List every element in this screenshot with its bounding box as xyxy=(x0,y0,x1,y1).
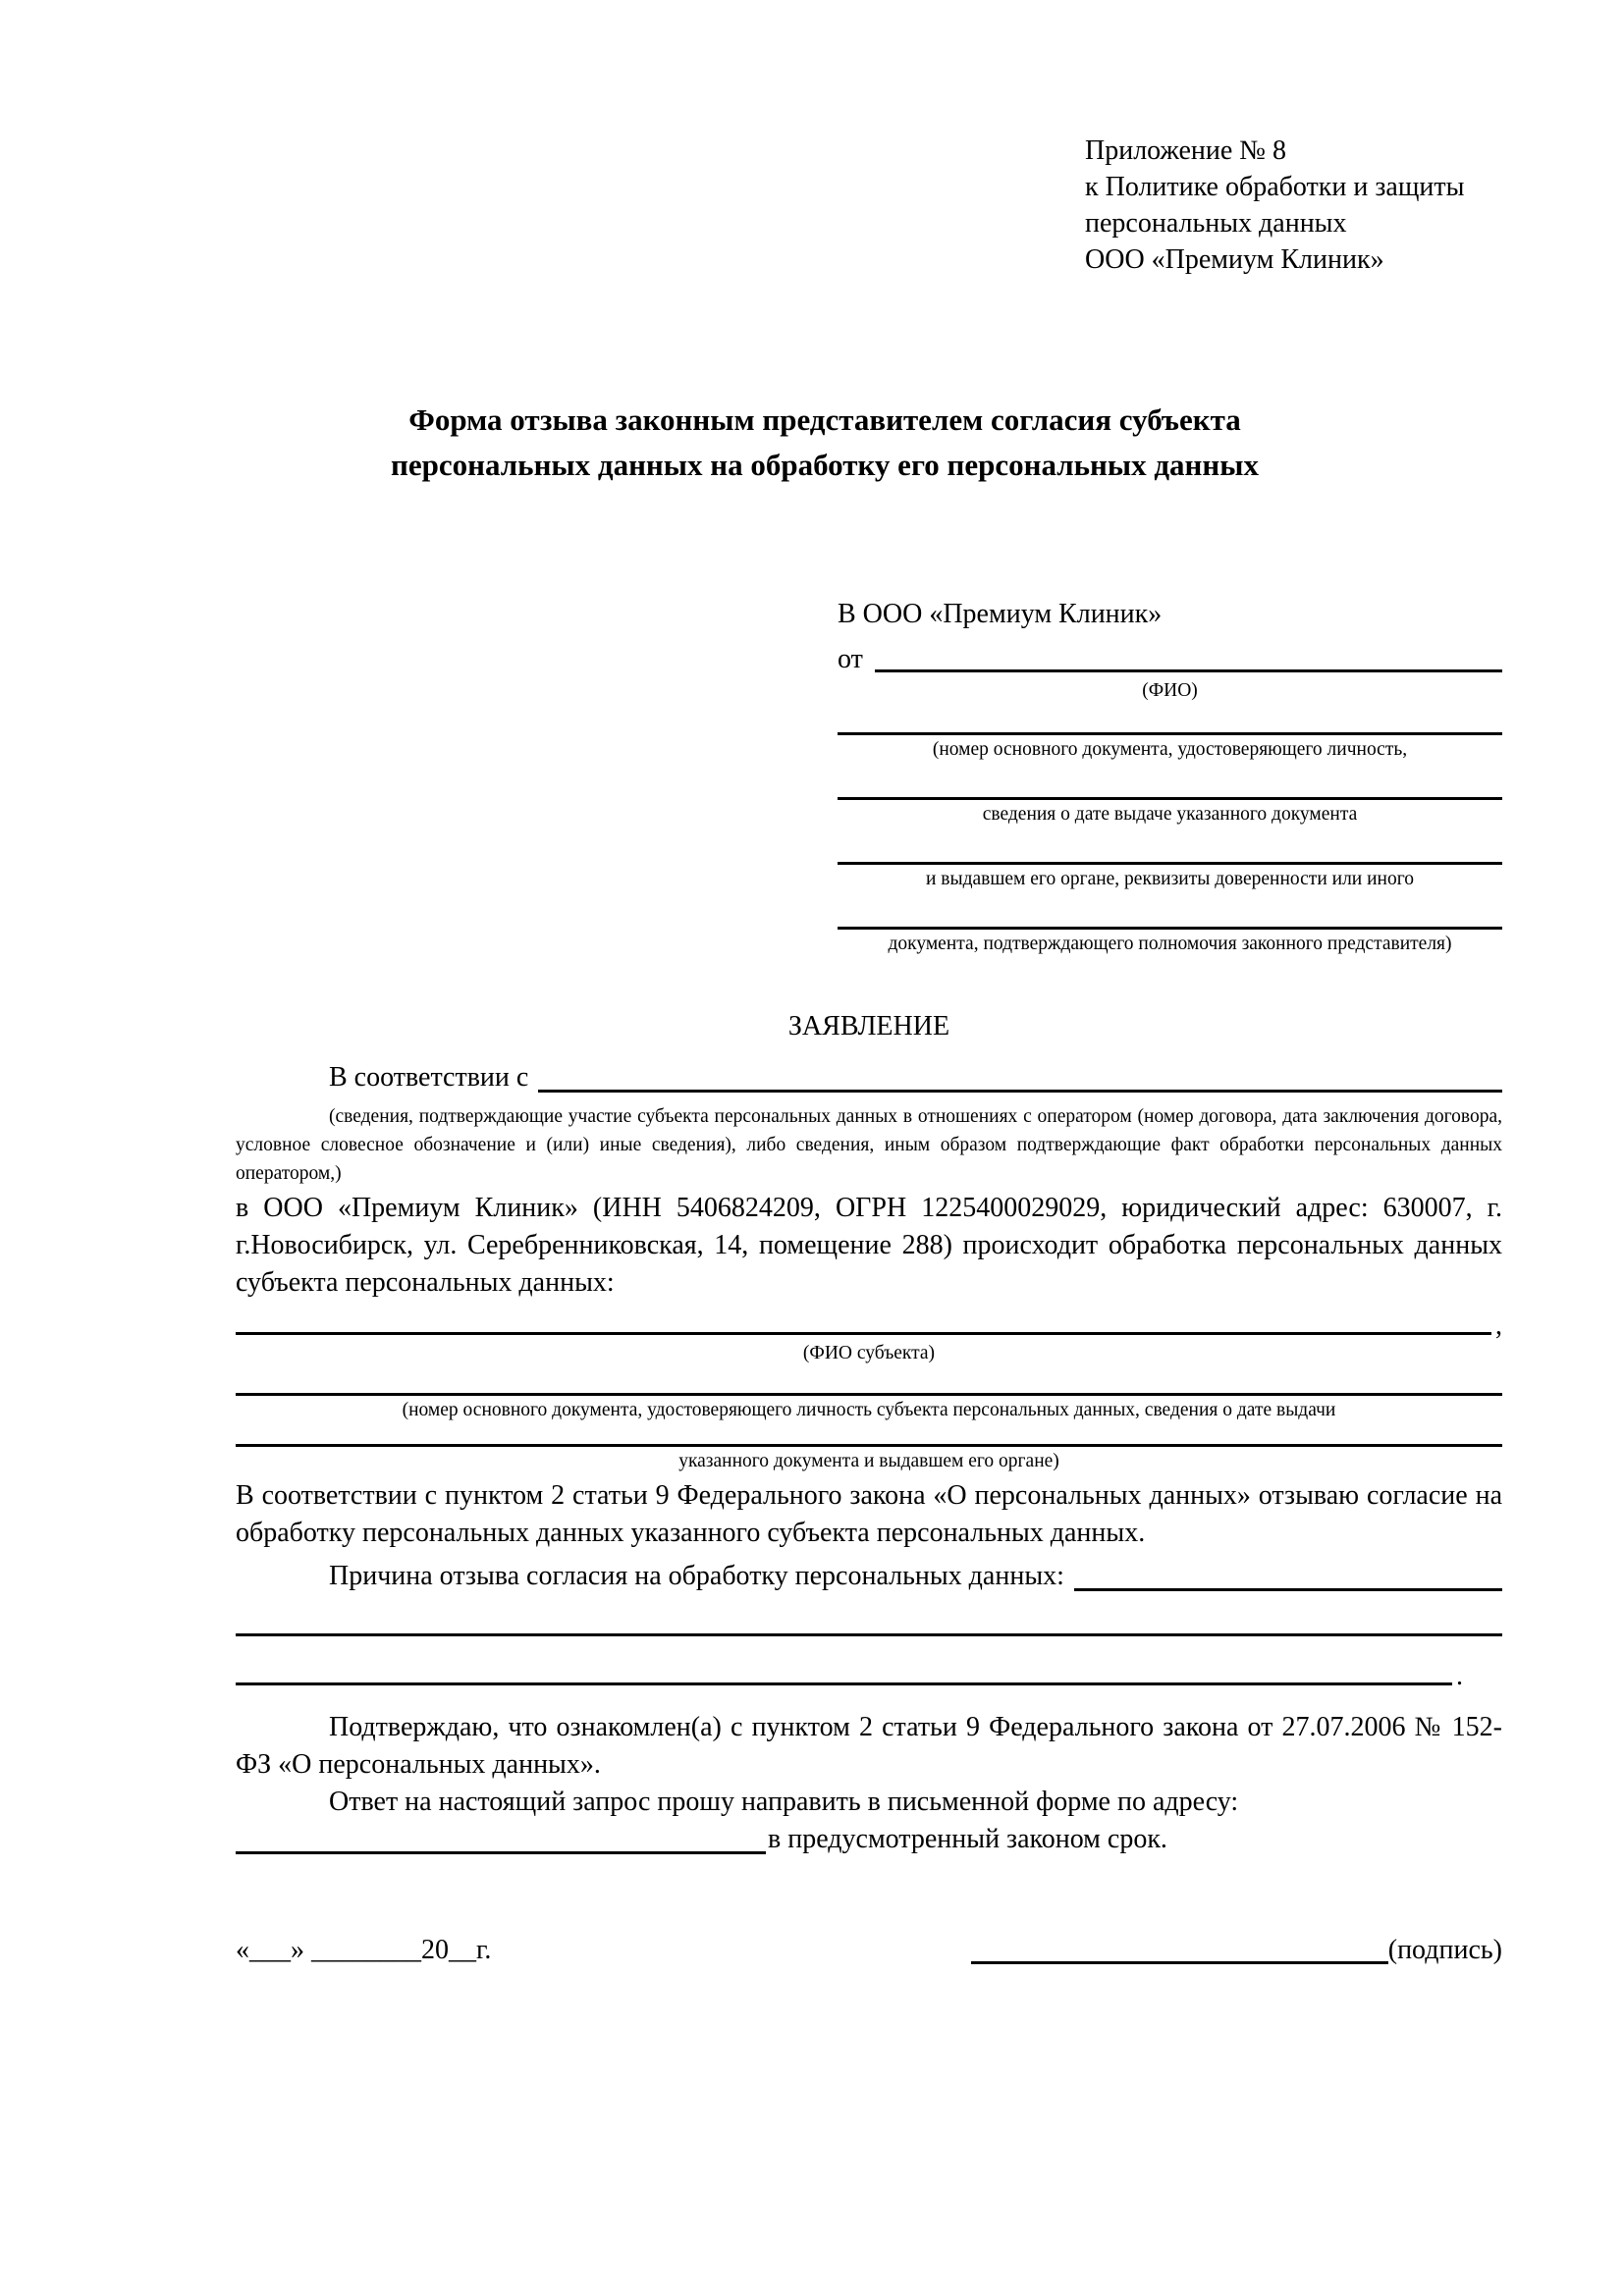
fill-in-line xyxy=(838,927,1502,930)
issue-date-caption: сведения о дате выдаче указанного документа xyxy=(982,804,1358,825)
fill-in-line xyxy=(236,1851,766,1854)
appendix-number: Приложение № 8 xyxy=(1085,135,1286,166)
confirm-paragraph: Подтверждаю, что ознакомлен(а) с пунктом 2 статьи 9 Федерального закона от 27.07.2006 № 152-ФЗ «О персональных данных». xyxy=(236,1712,1502,1780)
issuer-group xyxy=(838,862,1502,891)
trailing-comma: , xyxy=(1495,1310,1502,1341)
footer-row xyxy=(236,1932,1502,1969)
subject-doc-group-2 xyxy=(236,1444,1502,1473)
reason-row xyxy=(236,1556,1502,1595)
fill-in-line xyxy=(838,862,1502,865)
doc-number-group xyxy=(838,732,1502,762)
from-row xyxy=(838,633,1502,676)
authority-doc-caption: документа, подтверждающего полномочия законного представителя) xyxy=(888,934,1452,954)
from-fill-in-line xyxy=(875,669,1502,672)
reply-tail: в предусмотренный законом срок. xyxy=(768,1824,1167,1854)
fill-in-line xyxy=(838,797,1502,800)
company-name: ООО «Премиум Клиник» xyxy=(1085,244,1384,275)
page-title-line1: Форма отзыва законным представителем согласия субъекта xyxy=(408,402,1241,437)
trailing-period: . xyxy=(1456,1661,1463,1691)
authority-doc-group xyxy=(838,927,1502,956)
subject-doc-group-1 xyxy=(236,1393,1502,1422)
fill-in-line xyxy=(1074,1588,1502,1591)
fill-in-line xyxy=(838,732,1502,735)
fill-in-line xyxy=(236,1682,1452,1685)
reason-end-row xyxy=(236,1661,1463,1691)
subject-doc-caption-2: указанного документа и выдавшем его органе) xyxy=(678,1451,1059,1471)
page-title xyxy=(236,398,1502,488)
fill-in-line xyxy=(236,1633,1502,1636)
statement-heading: ЗАЯВЛЕНИЕ xyxy=(787,1011,950,1041)
operator-paragraph: в ООО «Премиум Клиник» (ИНН 5406824209, ОГРН 1225400029029, юридический адрес: 630007, г. г.Новосибирск, ул. Серебренниковская, 14, помещение 288) происходит обработка персональных данных субъекта персональных данных: xyxy=(236,1193,1502,1298)
from-label: от xyxy=(838,644,863,674)
appendix-policy-line: к Политике обработки и защиты xyxy=(1085,172,1465,202)
fill-in-line xyxy=(236,1393,1502,1396)
subject-fio-caption: (ФИО субъекта) xyxy=(802,1343,936,1363)
reason-label: Причина отзыва согласия на обработку персональных данных: xyxy=(329,1561,1064,1591)
doc-number-caption: (номер основного документа, удостоверяющего личность, xyxy=(932,739,1408,760)
fill-in-line xyxy=(538,1090,1502,1093)
intro-row xyxy=(236,1057,1502,1096)
fill-in-line xyxy=(236,1332,1491,1335)
issuer-caption: и выдавшем его органе, реквизиты доверенности или иного xyxy=(925,869,1414,889)
addressee-to: В ООО «Премиум Клиник» xyxy=(838,599,1163,629)
reply-address-row xyxy=(236,1821,1502,1858)
appendix-header xyxy=(1085,133,1502,278)
subject-doc-caption-1: (номер основного документа, удостоверяющего личность субъекта персональных данных, сведения о дате выдачи xyxy=(402,1400,1336,1420)
issue-date-group xyxy=(838,797,1502,827)
fill-in-line xyxy=(236,1444,1502,1447)
withdraw-paragraph: В соответствии с пунктом 2 статьи 9 Федерального закона «О персональных данных» отзываю согласие на обработку персональных данных указанного субъекта персональных данных. xyxy=(236,1480,1502,1548)
appendix-policy-line2: персональных данных xyxy=(1085,208,1347,239)
intro-fine-print: (сведения, подтверждающие участие субъекта персональных данных в отношениях с оператором (номер договора, дата заключения договора, условное словесное обозначение и (или) иные сведения), либо сведения, иным образом подтверждающие факт обработки персональных данных оператором,) xyxy=(236,1106,1502,1184)
addressee-block xyxy=(838,596,1502,956)
date-line: «___» ________20__г. xyxy=(236,1935,492,1965)
signature-block xyxy=(971,1932,1502,1969)
intro-label: В соответствии с xyxy=(329,1062,529,1093)
fio-caption: (ФИО) xyxy=(1142,680,1198,701)
reply-paragraph: Ответ на настоящий запрос прошу направить в письменной форме по адресу: xyxy=(329,1787,1239,1817)
signature-caption: (подпись) xyxy=(1387,1935,1502,1965)
page-title-line2: персональных данных на обработку его персональных данных xyxy=(391,448,1259,482)
signature-line xyxy=(971,1961,1388,1964)
subject-fio-row xyxy=(236,1310,1502,1341)
